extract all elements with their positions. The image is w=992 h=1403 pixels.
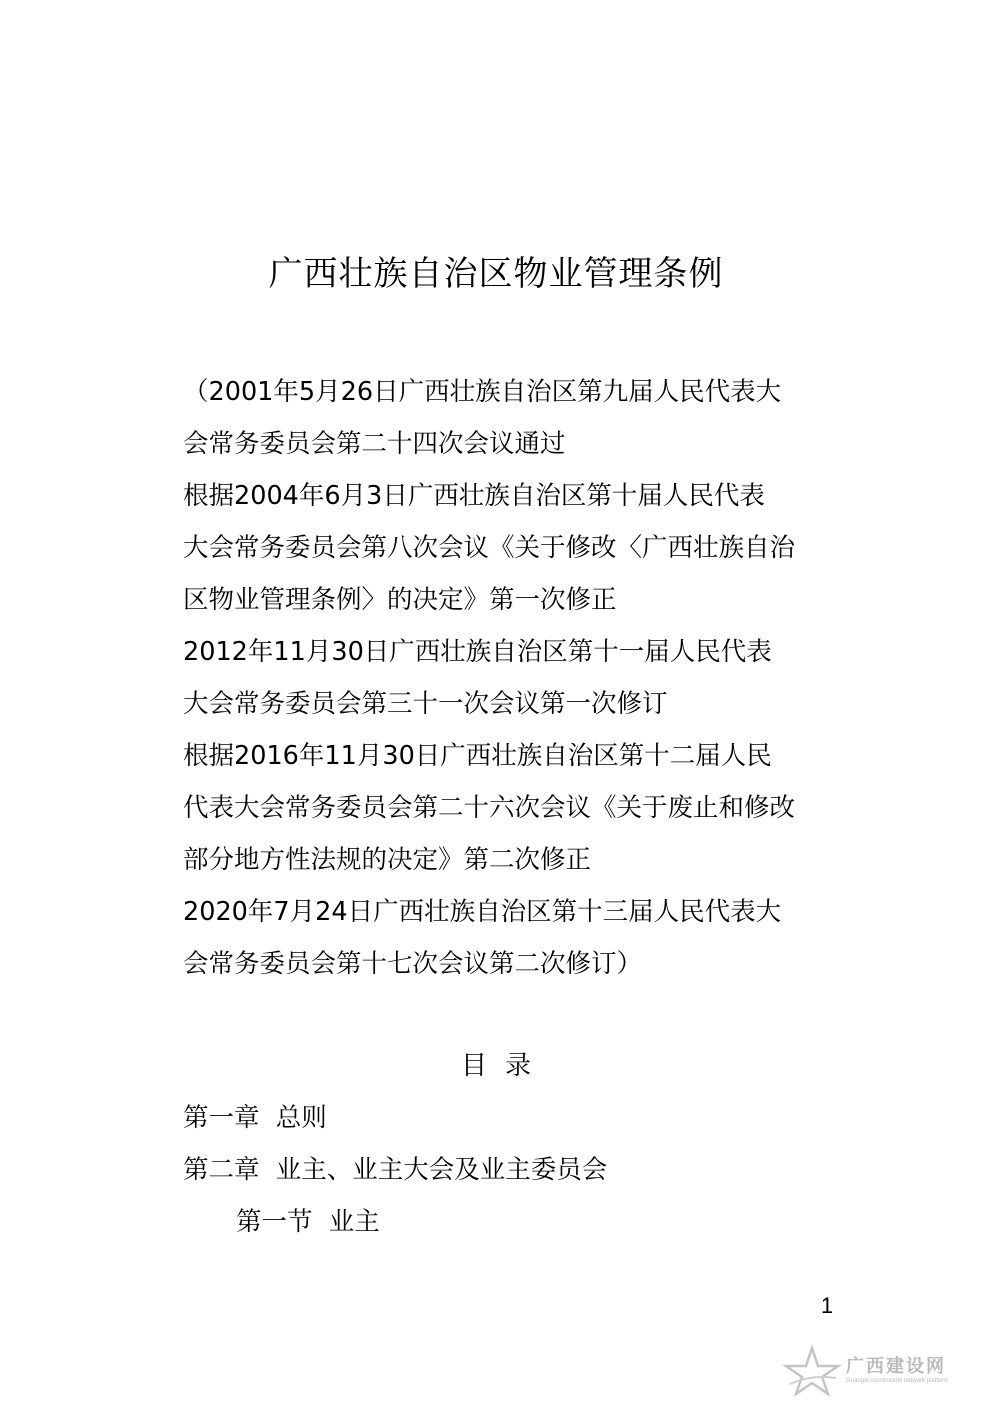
history-line: 2020年7月24日广西壮族自治区第十三届人民代表大 bbox=[183, 897, 782, 927]
toc-item-section-1: 第一节 业主 bbox=[236, 1207, 380, 1237]
history-line: 根据2004年6月3日广西壮族自治区第十届人民代表 bbox=[183, 481, 765, 511]
watermark-tagline: Guangxi construction network platform bbox=[846, 1378, 949, 1384]
page-number: 1 bbox=[820, 1293, 834, 1318]
table-of-contents bbox=[183, 1092, 823, 1248]
toc-heading: 目录 bbox=[460, 1051, 549, 1081]
history-line: 大会常务委员会第三十一次会议第一次修订 bbox=[183, 689, 668, 719]
adoption-history bbox=[183, 366, 823, 990]
history-line: 部分地方性法规的决定》第二次修正 bbox=[183, 845, 592, 875]
history-line: 区物业管理条例〉的决定》第一次修正 bbox=[183, 585, 617, 615]
watermark-site-name: 广西建设网 bbox=[846, 1356, 946, 1377]
star-logo-icon bbox=[782, 1344, 842, 1396]
history-line: 会常务委员会第十七次会议第二次修订） bbox=[183, 949, 643, 979]
history-line: 代表大会常务委员会第二十六次会议《关于废止和修改 bbox=[183, 793, 796, 823]
history-line: 2012年11月30日广西壮族自治区第十一届人民代表 bbox=[183, 637, 772, 667]
toc-item-chapter-1: 第一章 总则 bbox=[183, 1103, 327, 1133]
history-line: 会常务委员会第二十四次会议通过 bbox=[183, 429, 566, 459]
document-title: 广西壮族自治区物业管理条例 bbox=[268, 254, 724, 294]
history-line: （2001年5月26日广西壮族自治区第九届人民代表大 bbox=[183, 377, 782, 407]
toc-item-chapter-2: 第二章 业主、业主大会及业主委员会 bbox=[183, 1155, 608, 1185]
site-watermark bbox=[782, 1344, 982, 1396]
history-line: 根据2016年11月30日广西壮族自治区第十二届人民 bbox=[183, 741, 772, 771]
history-line: 大会常务委员会第八次会议《关于修改〈广西壮族自治 bbox=[183, 533, 796, 563]
